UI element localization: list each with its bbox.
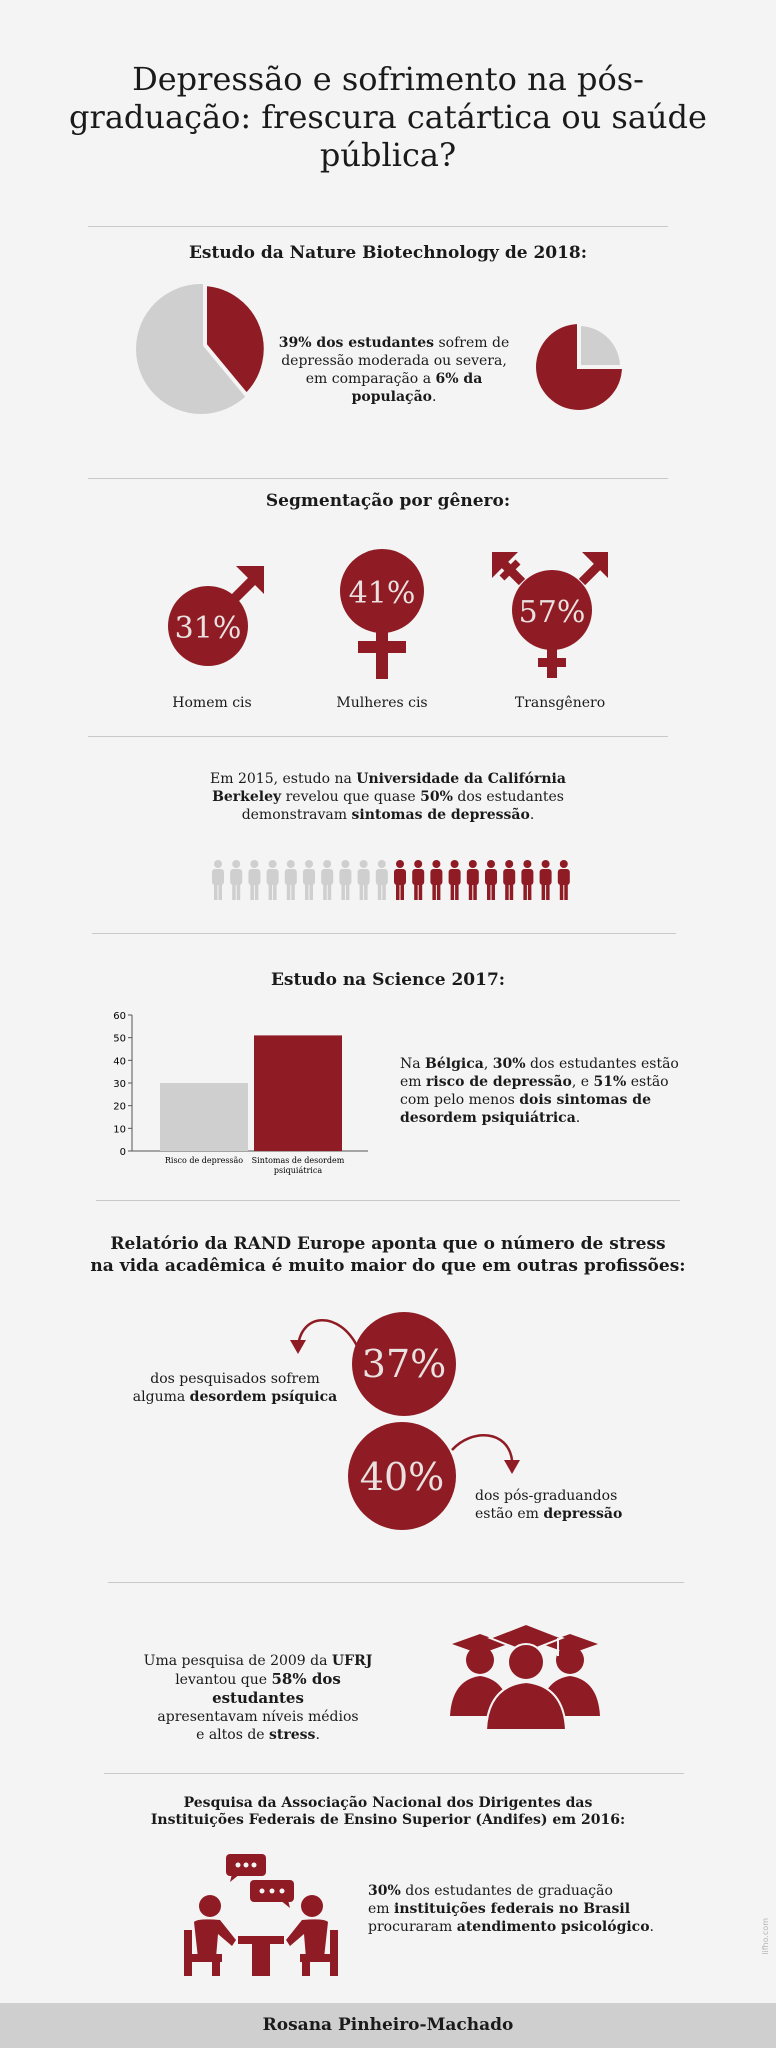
gender-label-female: Mulheres cis	[336, 695, 428, 711]
therapy-session-icon	[180, 1850, 340, 1980]
rand-stat2-value: 40%	[359, 1455, 445, 1499]
andifes-text-4: .	[649, 1919, 654, 1935]
divider	[108, 1582, 684, 1583]
person-icon	[558, 860, 570, 900]
ufrj-text	[138, 1652, 378, 1744]
nature-bold-2: 6% da população	[351, 371, 483, 405]
male-symbol-icon	[160, 560, 270, 670]
students-pie-chart	[136, 284, 266, 414]
science-text-3: dos estudantes estão em	[400, 1056, 679, 1090]
person-icon	[212, 860, 224, 900]
nature-text-2: .	[431, 389, 437, 405]
andifes-bold-1: 30%	[368, 1883, 401, 1899]
divider	[88, 478, 668, 479]
person-icon	[303, 860, 315, 900]
person-icon	[540, 860, 552, 900]
person-icon	[412, 860, 424, 900]
science-text	[400, 1055, 680, 1127]
person-icon	[467, 860, 479, 900]
gender-value-male: 31%	[174, 611, 242, 646]
science-bold-5: dois sintomas de desordem psiquiátrica	[400, 1092, 651, 1126]
berkeley-text-2: revelou que quase	[281, 789, 421, 805]
ufrj-text-5: .	[315, 1727, 320, 1743]
y-tick-label: 0	[119, 1147, 126, 1158]
divider	[88, 736, 668, 737]
andifes-text-3: procuraram	[368, 1919, 457, 1935]
andifes-heading-line-1: Pesquisa da Associação Nacional dos Dirigentes das	[183, 1795, 593, 1811]
y-tick-label: 60	[113, 1011, 126, 1022]
rand-stat2-line-2: estão em	[475, 1506, 544, 1522]
page-title: Depressão e sofrimento na pós-graduação: frescura catártica ou saúde pública?	[69, 60, 707, 174]
science-bold-3: risco de depressão	[426, 1074, 572, 1090]
science-bold-2: 30%	[492, 1056, 526, 1072]
ufrj-bold-3: stress	[269, 1727, 316, 1743]
berkeley-text	[188, 770, 588, 824]
y-tick-label: 10	[113, 1124, 126, 1136]
science-bar-chart	[113, 1005, 378, 1180]
rand-heading-line-1: Relatório da RAND Europe aponta que o número de stress	[110, 1234, 666, 1254]
science-bold-1: Bélgica	[425, 1056, 484, 1072]
nature-text	[276, 334, 512, 406]
gender-label-trans: Transgênero	[514, 695, 606, 711]
person-icon	[485, 860, 497, 900]
rand-stat1-line-2: alguma	[132, 1389, 190, 1405]
rand-stat1-value: 37%	[361, 1342, 447, 1386]
divider	[104, 1773, 684, 1774]
nature-bold-1: 39% dos estudantes	[278, 335, 435, 351]
person-icon	[521, 860, 533, 900]
gender-value-female: 41%	[348, 576, 416, 611]
gender-heading: Segmentação por gênero:	[265, 491, 511, 511]
rand-stat1-text	[130, 1370, 340, 1406]
divider	[88, 226, 668, 227]
female-symbol-icon	[332, 545, 432, 685]
arrow-head-icon	[504, 1460, 520, 1474]
rand-stat2-text	[475, 1487, 695, 1523]
science-text-5: estão com pelo menos	[400, 1074, 669, 1108]
rand-stat1-bold: desordem psíquica	[189, 1389, 338, 1405]
x-tick-label: Sintomas de desordem psiquiátrica	[251, 1156, 345, 1175]
andifes-bold-3: atendimento psicológico	[456, 1919, 650, 1935]
bar	[254, 1035, 342, 1151]
rand-stat2-line-1: dos pós-graduandos	[475, 1488, 618, 1504]
person-icon	[321, 860, 333, 900]
pie-slice-population	[579, 324, 622, 367]
gender-value-trans: 57%	[518, 595, 586, 630]
science-text-6: .	[575, 1110, 581, 1126]
andifes-bold-2: instituições federais no Brasil	[394, 1901, 631, 1917]
andifes-text-1: dos estudantes de graduação	[400, 1883, 613, 1899]
arrow-head-icon	[290, 1340, 306, 1354]
ufrj-text-3: apresentavam níveis médios	[157, 1709, 359, 1725]
science-text-2: ,	[483, 1056, 493, 1072]
andifes-heading-line-2: Instituições Federais de Ensino Superior (Andifes) em 2016:	[150, 1812, 626, 1828]
y-tick-label: 20	[113, 1101, 126, 1113]
person-icon	[503, 860, 515, 900]
person-icon	[267, 860, 279, 900]
curved-arrow-icon	[452, 1435, 512, 1460]
y-tick-label: 30	[113, 1079, 126, 1090]
berkeley-bold-3: sintomas de depressão	[351, 807, 530, 823]
nature-text-1: sofrem de depressão moderada ou severa, em comparação a	[281, 335, 510, 387]
berkeley-text-1: Em 2015, estudo na	[210, 771, 357, 787]
person-icon	[430, 860, 442, 900]
y-tick-label: 40	[113, 1056, 126, 1068]
ufrj-text-1: Uma pesquisa de 2009 da	[143, 1653, 332, 1669]
divider	[96, 1200, 680, 1201]
person-icon	[285, 860, 297, 900]
berkeley-text-4: .	[529, 807, 535, 823]
ufrj-bold-1: UFRJ	[331, 1653, 373, 1669]
person-icon	[376, 860, 388, 900]
person-icon	[394, 860, 406, 900]
andifes-text	[368, 1882, 668, 1936]
footer-author: Rosana Pinheiro-Machado	[0, 2003, 776, 2048]
person-icon	[358, 860, 370, 900]
ufrj-text-2: levantou que	[175, 1672, 272, 1688]
berkeley-text-3: dos estudantes demonstravam	[241, 789, 564, 823]
rand-heading-line-2: na vida acadêmica é muito maior do que em outras profissões:	[90, 1256, 686, 1276]
x-tick-label: Risco de depressão	[164, 1156, 244, 1165]
curved-arrow-icon	[298, 1320, 358, 1348]
population-pie-chart	[534, 322, 624, 412]
person-icon	[248, 860, 260, 900]
divider	[92, 933, 676, 934]
ufrj-text-4: e altos de	[196, 1727, 270, 1743]
science-heading: Estudo na Science 2017:	[270, 970, 506, 990]
bar	[160, 1083, 248, 1151]
y-tick-label: 50	[113, 1033, 126, 1045]
science-bold-4: 51%	[593, 1074, 627, 1090]
people-icon-row	[208, 860, 580, 904]
science-text-1: Na	[400, 1056, 426, 1072]
person-icon	[339, 860, 351, 900]
andifes-text-2: em	[368, 1901, 395, 1917]
person-icon	[449, 860, 461, 900]
credit-watermark: lifho.com	[761, 1918, 770, 1955]
transgender-symbol-icon	[490, 550, 610, 680]
berkeley-bold-1: Universidade da Califórnia Berkeley	[212, 771, 566, 805]
gender-label-male: Homem cis	[172, 695, 252, 711]
graduates-group-icon	[446, 1620, 606, 1740]
person-icon	[230, 860, 242, 900]
rand-stat1-line-1: dos pesquisados sofrem	[150, 1371, 320, 1387]
berkeley-bold-2: 50%	[420, 789, 453, 805]
rand-stat2-bold: depressão	[543, 1506, 623, 1522]
ufrj-bold-2: 58% dos estudantes	[212, 1670, 341, 1707]
science-text-4: , e	[571, 1074, 594, 1090]
nature-heading: Estudo da Nature Biotechnology de 2018:	[188, 243, 588, 263]
